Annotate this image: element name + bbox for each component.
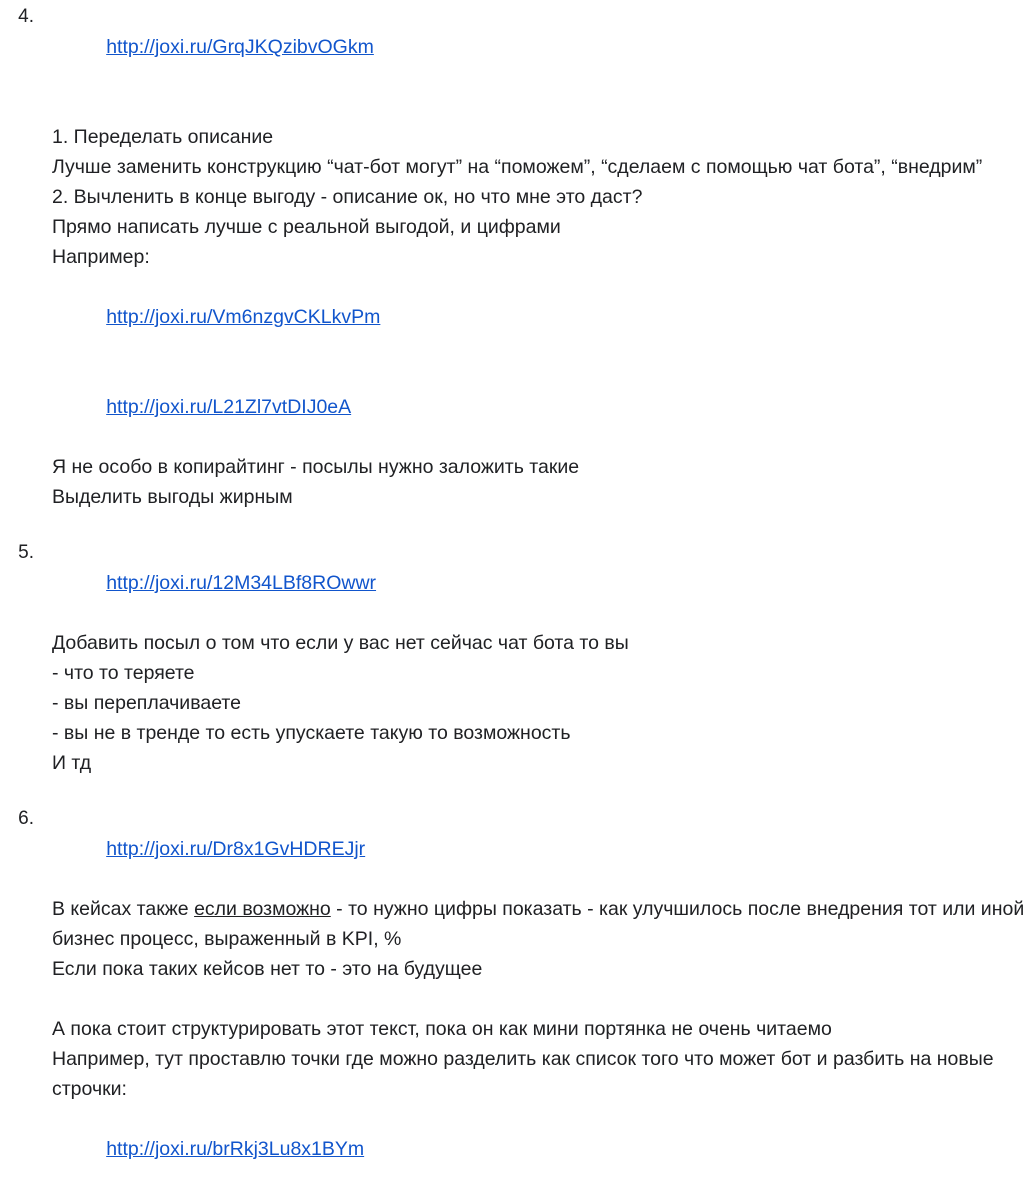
list-item-body	[52, 538, 1035, 778]
list-item-body	[52, 804, 1035, 1194]
paragraph: Например:	[52, 246, 150, 268]
item-gap	[0, 512, 1035, 538]
joxi-link[interactable]: http://joxi.ru/Dr8x1GvHDREJjr	[106, 838, 366, 860]
paragraph: И тд	[52, 752, 92, 774]
link-line	[52, 1104, 1035, 1194]
joxi-link[interactable]: http://joxi.ru/brRkj3Lu8x1BYm	[106, 1138, 365, 1160]
paragraph-kpi	[52, 894, 1035, 954]
paragraph: Я не особо в копирайтинг - посылы нужно заложить такие	[52, 456, 580, 478]
list-item	[0, 538, 1035, 778]
joxi-link[interactable]: http://joxi.ru/12M34LBf8ROwwr	[106, 572, 377, 594]
paragraph: Прямо написать лучше с реальной выгодой, и цифрами	[52, 216, 561, 238]
blank-line	[52, 984, 1035, 1014]
kpi-suffix: - то нужно цифры показать - как улучшилось после внедрения тот или иной бизнес процесс, выраженный в KPI, %	[52, 898, 1030, 950]
paragraph: Добавить посыл о том что если у вас нет сейчас чат бота то вы	[52, 632, 629, 654]
paragraph: Лучше заменить конструкцию “чат-бот могут” на “поможем”, “сделаем с помощью чат бота”, “внедрим”	[52, 156, 983, 178]
joxi-link[interactable]: http://joxi.ru/GrqJKQzibvOGkm	[106, 36, 374, 58]
paragraph: Выделить выгоды жирным	[52, 486, 293, 508]
paragraph: 1. Переделать описание	[52, 126, 274, 148]
link-line	[52, 362, 1035, 452]
kpi-underlined-phrase: если возможно	[194, 898, 331, 920]
joxi-link[interactable]: http://joxi.ru/Vm6nzgvCKLkvPm	[106, 306, 381, 328]
list-marker: 6.	[18, 808, 34, 829]
list-marker: 5.	[18, 542, 34, 563]
paragraph: Если пока таких кейсов нет то - это на будущее	[52, 958, 483, 980]
item-link-top	[52, 804, 1035, 894]
list-item	[0, 0, 1035, 512]
blank-line	[52, 92, 1035, 122]
paragraph: А пока стоит структурировать этот текст, пока он как мини портянка не очень читаемо	[52, 1018, 832, 1040]
paragraph: 2. Вычленить в конце выгоду - описание ок, но что мне это даст?	[52, 186, 643, 208]
list-item	[0, 804, 1035, 1194]
item-link-top	[52, 2, 1035, 92]
item-gap	[0, 778, 1035, 804]
paragraph: - вы не в тренде то есть упускаете такую то возможность	[52, 722, 571, 744]
kpi-prefix: В кейсах также	[52, 898, 195, 920]
item-link-top	[52, 538, 1035, 628]
link-line	[52, 272, 1035, 362]
paragraph: - что то теряете	[52, 662, 195, 684]
list-item-body	[52, 2, 1035, 512]
paragraph: Например, тут проставлю точки где можно разделить как список того что может бот и разбить на новые строчки:	[52, 1048, 1000, 1100]
joxi-link[interactable]: http://joxi.ru/L21Zl7vtDIJ0eA	[106, 396, 352, 418]
list-marker: 4.	[18, 6, 34, 27]
paragraph: - вы переплачиваете	[52, 692, 241, 714]
